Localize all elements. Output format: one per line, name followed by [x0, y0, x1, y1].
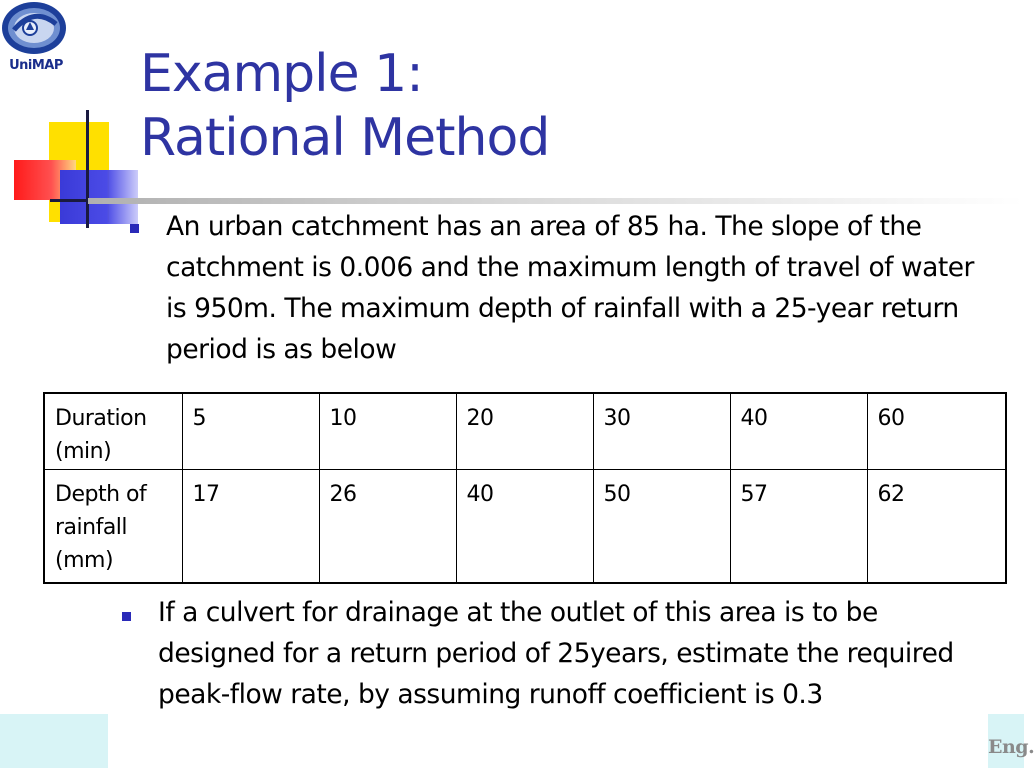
- table-cell: 17: [182, 469, 319, 583]
- table-cell: 57: [730, 469, 867, 583]
- decor-vertical-line: [86, 110, 89, 228]
- title-line-2: Rational Method: [140, 108, 550, 168]
- bullet-marker-icon: [122, 612, 131, 621]
- table-cell: 5: [182, 393, 319, 469]
- row-header-duration: Duration (min): [44, 393, 182, 469]
- row-header-depth: Depth of rainfall (mm): [44, 469, 182, 583]
- table-cell: 10: [319, 393, 456, 469]
- decor-blue-square: [60, 170, 138, 224]
- slide-title: [140, 42, 840, 170]
- table-row-duration: [44, 393, 1006, 469]
- bullet-text-2: If a culvert for drainage at the outlet of this area is to be designed for a return period of 25years, estimate the required peak-flow rate, by assuming runoff coefficient is 0.3: [158, 597, 954, 710]
- table-cell: 62: [867, 469, 1006, 583]
- bullet-text-1: An urban catchment has an area of 85 ha. The slope of the catchment is 0.006 and the maximum length of travel of water is 950m. The maximum depth of rainfall with a 25-year return period is as below: [166, 211, 974, 365]
- bullet-marker-icon: [130, 224, 139, 233]
- table-row-depth: [44, 469, 1006, 583]
- table-cell: 50: [593, 469, 730, 583]
- logo-emblem-icon: [0, 0, 72, 62]
- table-cell: 20: [456, 393, 593, 469]
- table-cell: 30: [593, 393, 730, 469]
- rainfall-table: [43, 392, 1007, 584]
- table-cell: 40: [456, 469, 593, 583]
- footer-band-left: [0, 714, 108, 768]
- title-underline: [88, 198, 1024, 204]
- unimap-logo: [0, 0, 72, 80]
- logo-text: UniMAP: [9, 58, 63, 73]
- table-cell: 60: [867, 393, 1006, 469]
- table-cell: 26: [319, 469, 456, 583]
- title-line-1: Example 1:: [140, 44, 423, 104]
- table-cell: 40: [730, 393, 867, 469]
- footer-text: Eng.: [988, 736, 1034, 758]
